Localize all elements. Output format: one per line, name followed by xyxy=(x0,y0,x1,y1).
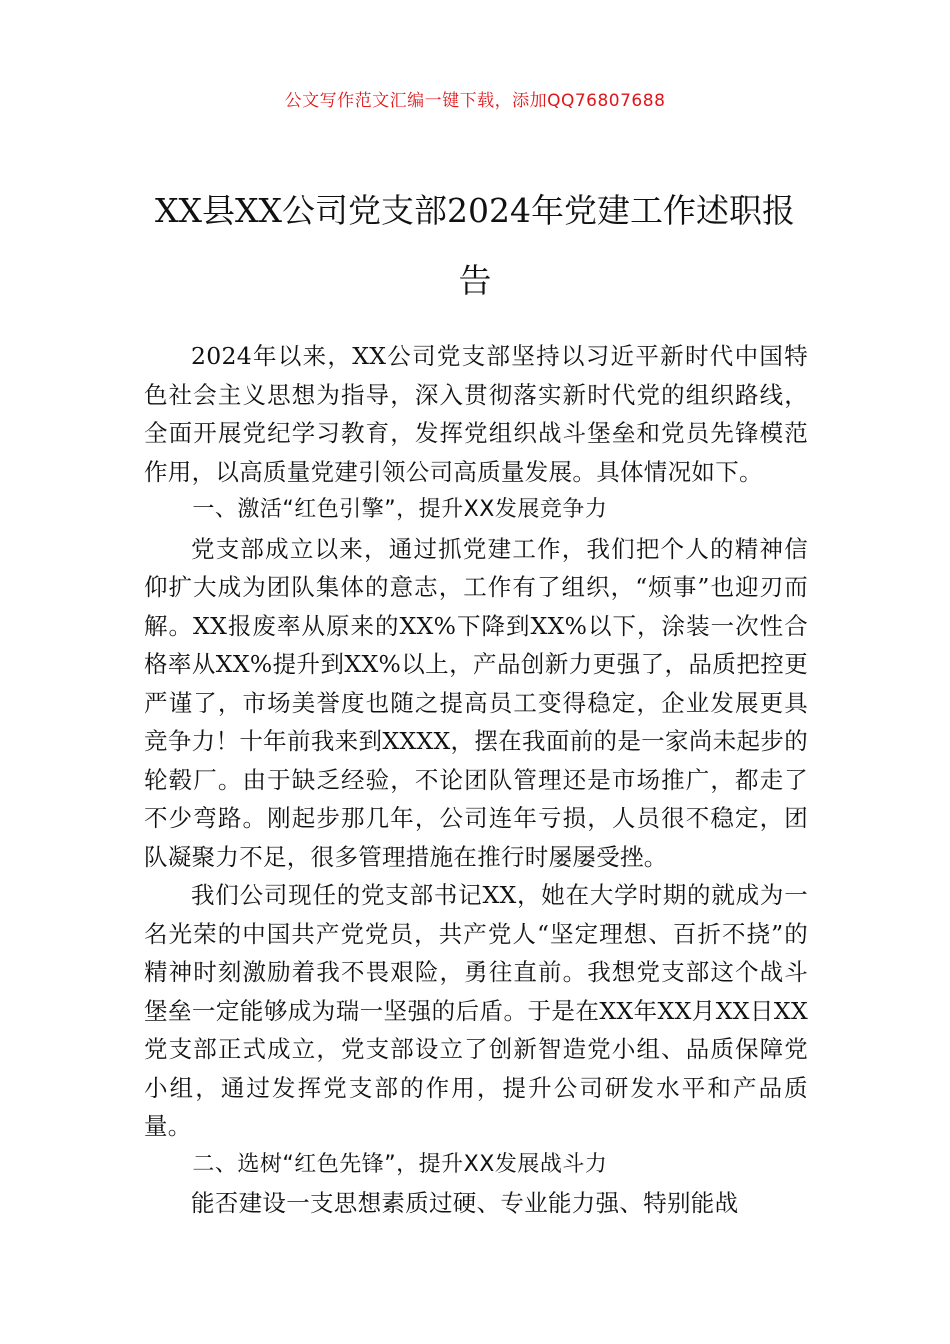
download-promo-note: 公文写作范文汇编一键下载，添加QQ76807688 xyxy=(284,91,666,111)
section-1-paragraph-1: 党支部成立以来，通过抓党建工作，我们把个人的精神信仰扩大成为团队集体的意志，工作有了组织，“烦事”也迎刃而解。XX报废率从原来的XX%下降到XX%以下，涂装一次性合格率从XX%提升到XX%以上，产品创新力更强了，品质把控更严谨了，市场美誉度也随之提高员工变得稳定，企业发展更具竞争力！十年前我来到XXXX，摆在我面前的是一家尚未起步的轮毂厂。由于缺乏经验，不论团队管理还是市场推广，都走了不少弯路。刚起步那几年，公司连年亏损，人员很不稳定，团队凝聚力不足，很多管理措施在推行时屡屡受挫。 xyxy=(144,534,808,871)
document-body xyxy=(144,337,808,1223)
section-heading-1: 一、激活“红色引擎”，提升XX发展竞争力 xyxy=(192,497,608,522)
section-2-paragraph-1: 能否建设一支思想素质过硬、专业能力强、特别能战 xyxy=(191,1189,739,1217)
section-1-paragraph-2: 我们公司现任的党支部书记XX，她在大学时期的就成为一名光荣的中国共产党党员，共产党人“坚定理想、百折不挠”的精神时刻激励着我不畏艰险，勇往直前。我想党支部这个战斗堡垒一定能够成为瑞一坚强的后盾。于是在XX年XX月XX日XX党支部正式成立，党支部设立了创新智造党小组、品质保障党小组，通过发挥党支部的作用，提升公司研发水平和产品质量。 xyxy=(144,881,808,1140)
section-heading-2: 二、选树“红色先锋”，提升XX发展战斗力 xyxy=(192,1151,608,1177)
intro-paragraph: 2024年以来，XX公司党支部坚持以习近平新时代中国特色社会主义思想为指导，深入贯彻落实新时代党的组织路线，全面开展党纪学习教育，发挥党组织战斗堡垒和党员先锋模范作用，以高质量党建引领公司高质量发展。具体情况如下。 xyxy=(144,342,808,486)
document-title: XX县XX公司党支部2024年党建工作述职报告 xyxy=(155,191,795,300)
